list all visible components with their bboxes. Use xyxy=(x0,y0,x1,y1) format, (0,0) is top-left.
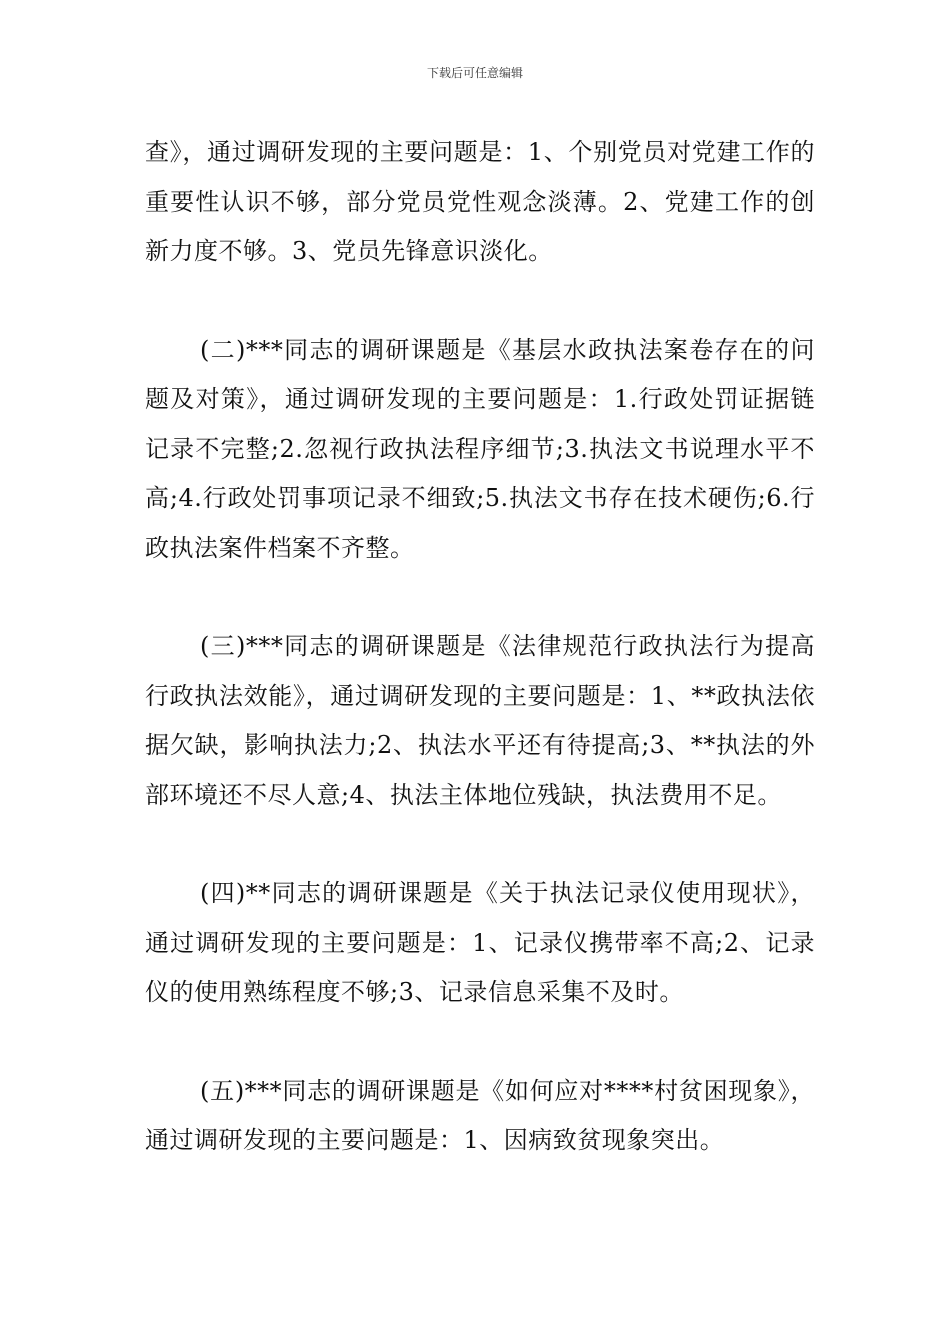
paragraph-section-2: (二)***同志的调研课题是《基层水政执法案卷存在的问题及对策》，通过调研发现的主要问题是：1.行政处罚证据链记录不完整;2.忽视行政执法程序细节;3.执法文书说理水平不高;4.行政处罚事项记录不细致;5.执法文书存在技术硬伤;6.行政执法案件档案不齐整。 xyxy=(145,335,815,562)
page-header-note: 下载后可任意编辑 xyxy=(426,66,523,80)
paragraph-continuation: 查》，通过调研发现的主要问题是：1、个别党员对党建工作的重要性认识不够，部分党员党性观念淡薄。2、党建工作的创新力度不够。3、党员先锋意识淡化。 xyxy=(145,138,815,265)
document-body xyxy=(145,128,815,1166)
paragraph-gap xyxy=(145,277,815,326)
paragraph-gap xyxy=(145,1018,815,1067)
paragraph-gap xyxy=(145,820,815,869)
paragraph-section-5: (五)***同志的调研课题是《如何应对****村贫困现象》，通过调研发现的主要问题是：1、因病致贫现象突出。 xyxy=(145,1076,815,1154)
paragraph-section-4: (四)**同志的调研课题是《关于执法记录仪使用现状》，通过调研发现的主要问题是：1、记录仪携带率不高;2、记录仪的使用熟练程度不够;3、记录信息采集不及时。 xyxy=(145,879,815,1006)
paragraph-gap xyxy=(145,573,815,622)
paragraph-section-3: (三)***同志的调研课题是《法律规范行政执法行为提高行政执法效能》，通过调研发现的主要问题是：1、**政执法依据欠缺，影响执法力;2、执法水平还有待提高;3、**执法的外部环境还不尽人意;4、执法主体地位残缺，执法费用不足。 xyxy=(145,632,815,809)
